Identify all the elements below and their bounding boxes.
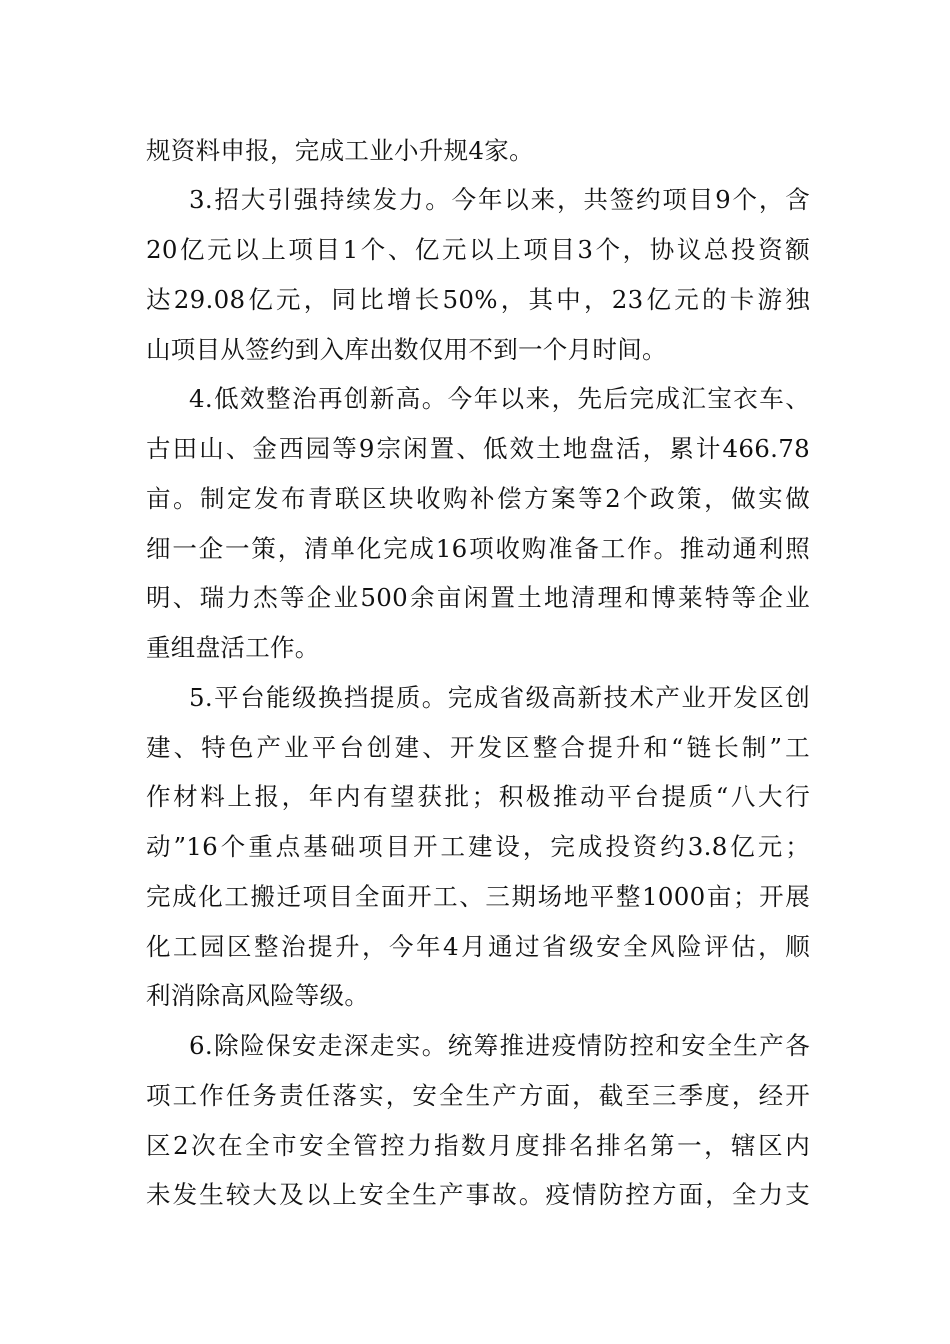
text-line: 亩。制定发布青联区块收购补偿方案等2个政策，做实做 bbox=[146, 484, 810, 513]
text-line: 细一企一策，清单化完成16项收购准备工作。推动通利照 bbox=[146, 534, 810, 563]
text-line: 区2次在全市安全管控力指数月度排名排名第一，辖区内 bbox=[146, 1131, 810, 1160]
text-line: 作材料上报，年内有望获批；积极推动平台提质“八大行 bbox=[146, 782, 810, 811]
section-heading-line: 5.平台能级换挡提质。完成省级高新技术产业开发区创 bbox=[189, 683, 810, 712]
text-line: 完成化工搬迁项目全面开工、三期场地平整1000亩；开展 bbox=[146, 882, 810, 911]
text-line: 建、特色产业平台创建、开发区整合提升和“链长制”工 bbox=[146, 733, 810, 762]
text-line: 明、瑞力杰等企业500余亩闲置土地清理和博莱特等企业 bbox=[146, 583, 810, 612]
text-line: 规资料申报，完成工业小升规4家。 bbox=[146, 136, 534, 165]
text-line: 化工园区整治提升，今年4月通过省级安全风险评估，顺 bbox=[146, 932, 810, 961]
text-line: 古田山、金西园等9宗闲置、低效土地盘活，累计466.78 bbox=[146, 434, 810, 463]
section-heading-line: 3.招大引强持续发力。今年以来，共签约项目9个，含 bbox=[189, 185, 810, 214]
text-line: 动”16个重点基础项目开工建设，完成投资约3.8亿元； bbox=[146, 832, 810, 861]
text-line: 达29.08亿元，同比增长50%，其中，23亿元的卡游独 bbox=[146, 285, 810, 314]
text-line: 重组盘活工作。 bbox=[146, 633, 320, 662]
text-line: 山项目从签约到入库出数仅用不到一个月时间。 bbox=[146, 335, 667, 364]
text-line: 未发生较大及以上安全生产事故。疫情防控方面，全力支 bbox=[146, 1180, 810, 1209]
text-line: 利消除高风险等级。 bbox=[146, 981, 370, 1010]
text-line: 20亿元以上项目1个、亿元以上项目3个，协议总投资额 bbox=[146, 235, 810, 264]
text-line: 项工作任务责任落实，安全生产方面，截至三季度，经开 bbox=[146, 1081, 810, 1110]
section-heading-line: 4.低效整治再创新高。今年以来，先后完成汇宝衣车、 bbox=[189, 384, 810, 413]
section-heading-line: 6.除险保安走深走实。统筹推进疫情防控和安全生产各 bbox=[189, 1031, 810, 1060]
